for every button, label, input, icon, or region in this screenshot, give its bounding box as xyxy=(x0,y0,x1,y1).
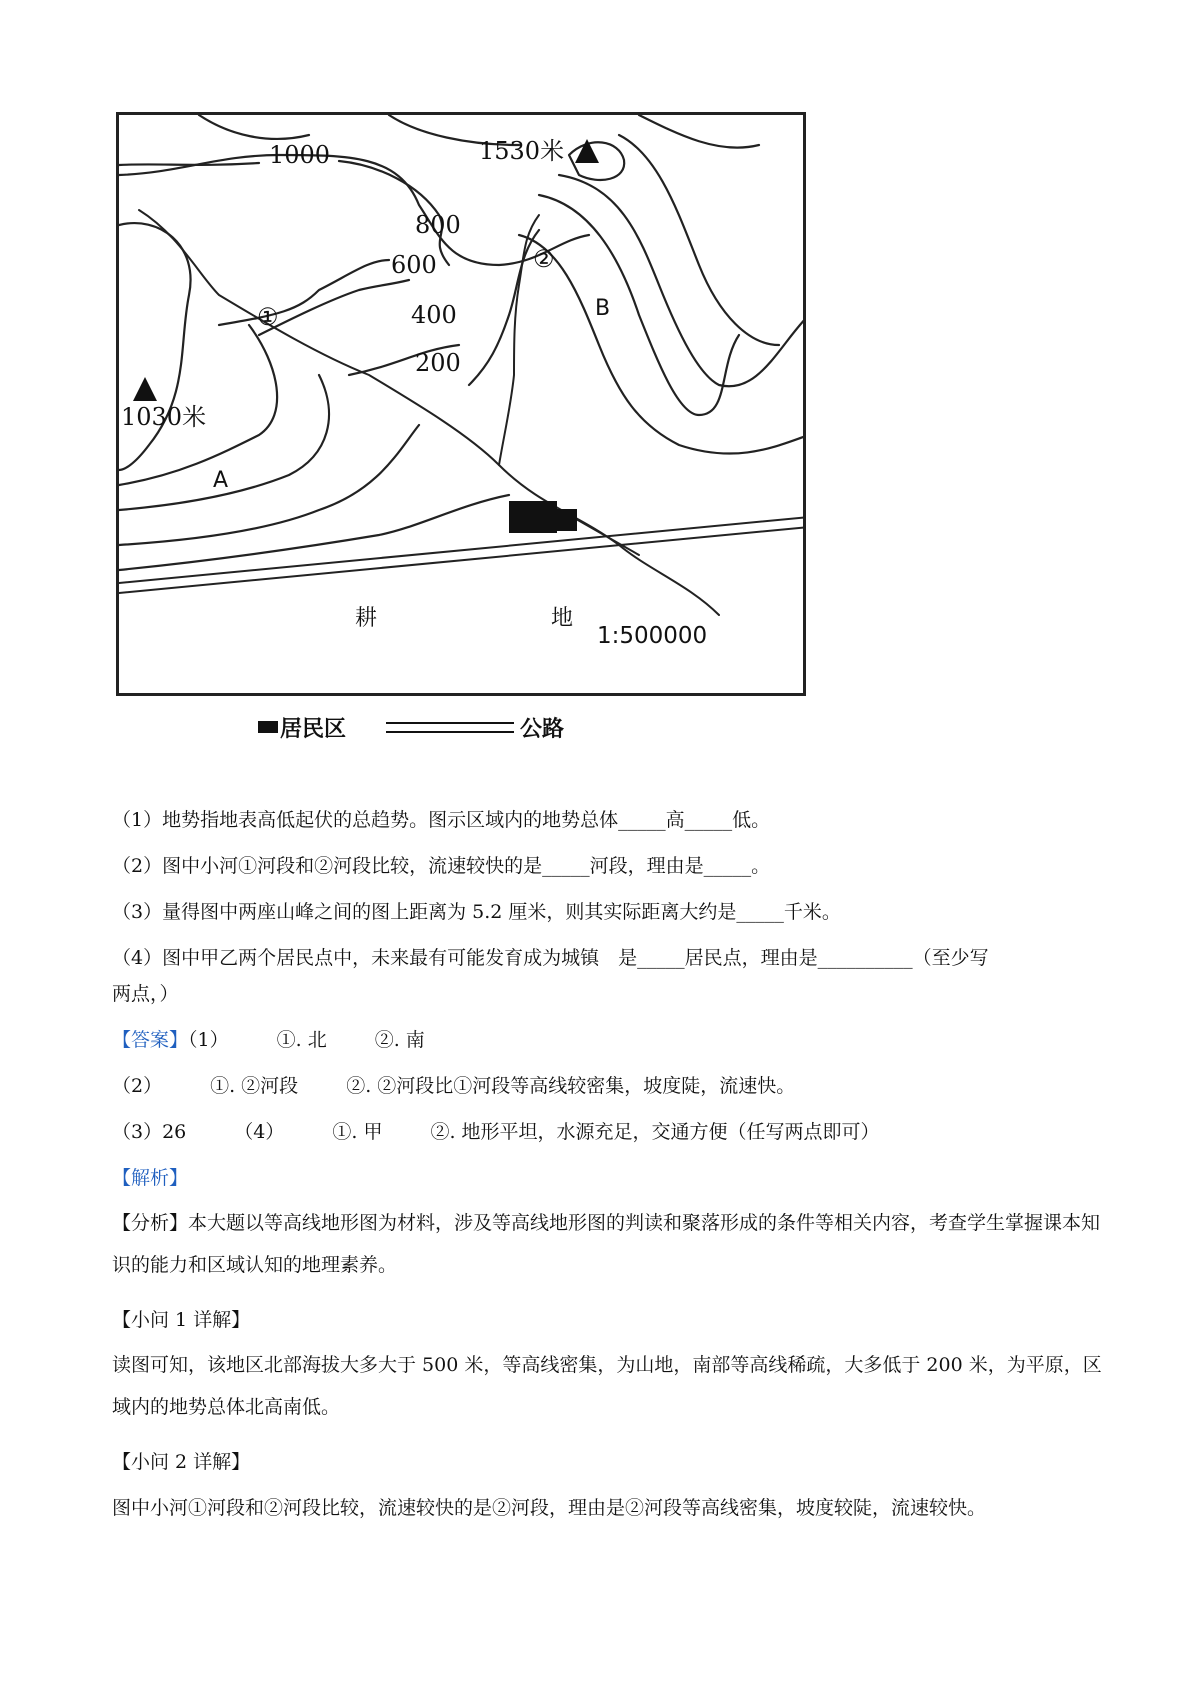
peak-marker-1030 xyxy=(133,377,157,401)
contour-label-600: 600 xyxy=(391,251,437,279)
contour-label-1000: 1000 xyxy=(269,141,331,169)
answer-row-3 xyxy=(112,1120,1102,1144)
legend-road: 公路 xyxy=(520,716,565,742)
contour-line-600 xyxy=(219,260,389,325)
answer-4-part-2: ②. 地形平坦，水源充足，交通方便（任写两点即可） xyxy=(430,1121,880,1143)
answer-row-2 xyxy=(112,1074,1102,1098)
point-label-b: B xyxy=(595,296,611,321)
answer-2-part-2: ②. ②河段比①河段等高线较密集，坡度陡，流速快。 xyxy=(346,1075,796,1097)
road-line-bottom xyxy=(119,527,806,593)
contour-map-frame xyxy=(116,112,806,696)
answer-2-part-1: ①. ②河段 xyxy=(210,1075,299,1097)
question-4-cont: 两点，） xyxy=(112,983,179,1005)
answer-row-1 xyxy=(112,1028,1102,1052)
contour-map-figure xyxy=(108,100,808,740)
question-4: （4）图中甲乙两个居民点中，未来最有可能发育成为城镇 是_____居民点，理由是__________（至少写 xyxy=(112,947,989,969)
sub-question-1-title: 【小问 1 详解】 xyxy=(112,1309,251,1331)
contour-line-lower xyxy=(119,495,509,570)
answer-4-num: （4） xyxy=(234,1121,285,1143)
road-line-top xyxy=(119,517,806,583)
point-label-a: A xyxy=(213,468,229,493)
map-legend xyxy=(258,712,564,742)
peak-label-1530: 1530米 xyxy=(479,137,565,165)
contour-label-400: 400 xyxy=(411,301,457,329)
contour-line-left xyxy=(119,223,191,470)
answer-1-num: （1） xyxy=(188,1029,229,1051)
answer-3: （3）26 xyxy=(112,1121,187,1143)
contour-line-right-2 xyxy=(559,175,806,386)
contour-label-800: 800 xyxy=(415,211,461,239)
sub-question-2-title: 【小问 2 详解】 xyxy=(112,1451,251,1473)
contour-line-left-4 xyxy=(119,425,419,545)
question-2: （2）图中小河①河段和②河段比较，流速较快的是_____河段，理由是_____。 xyxy=(112,855,771,877)
contour-line-800 xyxy=(119,155,589,265)
answer-1-part-1: ①. 北 xyxy=(276,1029,327,1051)
answer-tag: 【答案】 xyxy=(112,1029,189,1051)
peak-label-1030: 1030米 xyxy=(121,403,207,431)
farmland-char-1: 耕 xyxy=(355,606,378,631)
question-3: （3）量得图中两座山峰之间的图上距离为 5.2 厘米，则其实际距离大约是_____千米。 xyxy=(112,901,841,923)
answer-1-part-2: ②. 南 xyxy=(374,1029,425,1051)
sub-question-2-text: 图中小河①河段和②河段比较，流速较快的是②河段，理由是②河段等高线密集，坡度较陡，流速较快。 xyxy=(112,1497,987,1519)
residential-legend-icon xyxy=(258,721,278,733)
contour-label-200: 200 xyxy=(415,349,461,377)
contour-line-right-3 xyxy=(619,135,779,345)
river-section-1: ① xyxy=(257,303,279,331)
contour-line-right-4 xyxy=(519,235,806,454)
contour-line-right-1 xyxy=(539,195,739,415)
contour-line-400 xyxy=(259,280,409,335)
road-legend-icon xyxy=(386,722,514,733)
answer-2-num: （2） xyxy=(112,1075,163,1097)
residential-area xyxy=(509,501,557,533)
analysis-tag: 【解析】 xyxy=(112,1167,189,1189)
answer-4-part-1: ①. 甲 xyxy=(332,1121,383,1143)
legend-residential: 居民区 xyxy=(280,716,347,742)
contour-map xyxy=(119,115,806,696)
contour-line-ridge xyxy=(469,230,539,385)
river-section-2: ② xyxy=(533,245,555,273)
sub-question-1-text: 读图可知，该地区北部海拔大多大于 500 米，等高线密集，为山地，南部等高线稀疏，大多低于 200 米，为平原，区域内的地势总体北高南低。 xyxy=(112,1354,1102,1418)
question-text-block xyxy=(112,808,1102,1542)
analysis-fenxi: 【分析】本大题以等高线地形图为材料，涉及等高线地形图的判读和聚落形成的条件等相关内容，考查学生掌握课本知识的能力和区域认知的地理素养。 xyxy=(112,1212,1101,1276)
farmland-char-2: 地 xyxy=(551,606,574,631)
question-1: （1）地势指地表高低起伏的总趋势。图示区域内的地势总体_____高_____低。 xyxy=(112,809,771,831)
map-scale: 1:500000 xyxy=(597,623,708,649)
residential-area-2 xyxy=(555,509,577,531)
